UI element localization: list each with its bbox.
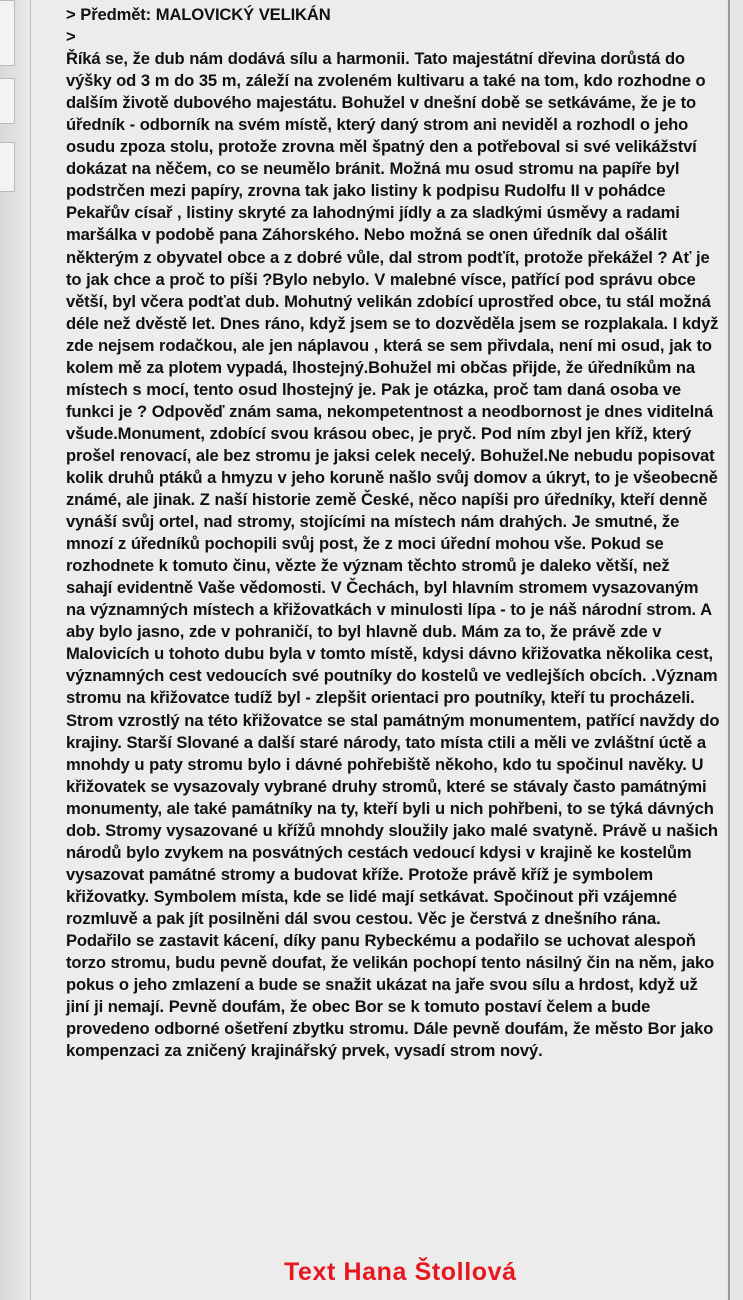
- email-body: Říká se, že dub nám dodává sílu a harmonii. Tato majestátní dřevina dorůstá do výšky od 3 m do 35 m, záleží na zvoleném kultivaru a také na tom, kdo rozhodne o dalším životě dubového majestátu. Bohužel v dnešní době se setkáváme, že je to úředník - odborník na svém místě, který daný strom ani neviděl a rozhodl o jeho osudu zpoza stolu, protože zrovna měl špatný den a potřeboval si své velikážství dokázat na něčem, co se neumělo bránit. Možná mu osud stromu na papíře byl podstrčen mezi papíry, zrovna tak jako listiny k podpisu Rudolfu II v pohádce Pekařův císař , listiny skryté za lahodnými jídly a za sladkými úsměvy a radami maršálka v podobě pana Záhorského. Nebo možná se onen úředník dal ošálit některým z obyvatel obce a z dobré vůle, dal strom podťít, protože překážel ? Ať je to jak chce a proč to píši ?Bylo nebylo. V malebné vísce, patřící pod správu obce větší, byl včera podťat dub. Mohutný velikán zdobící uprostřed obce, tu stál možná déle než dvěstě let. Dnes ráno, když jsem se to dozvěděla jsem se rozplakala. I když zde nejsem rodačkou, ale jen náplavou , která se sem přivdala, není mi osud, jak to kolem mě za plotem vypadá, lhostejný.Bohužel mi občas přijde, že úředníkům na místech s mocí, tento osud lhostejný je. Pak je otázka, proč tam daná osoba ve funkci je ? Odpověď znám sama, nekompetentnost a neodbornost je dnes viditelná všude.Monument, zdobící svou krásou obec, je pryč. Pod ním zbyl jen kříž, který prošel renovací, ale bez stromu je jaksi celek necelý. Bohužel.Ne nebudu popisovat kolik druhů ptáků a hmyzu v jeho koruně našlo svůj domov a úkryt, to je všeobecně známé, ale jinak. Z naší historie země České, něco napíši pro úředníky, kteří denně vynáší svůj ortel, nad stromy, stojícími na místech nám drahých. Je smutné, že mnozí z úředníků pochopili svůj post, že z moci úřední mohou vše. Pokud se rozhodnete k tomuto činu, vězte že význam těchto stromů je daleko větší, než sahají evidentně Vaše vědomosti. V Čechách, byl hlavním stromem vysazovaným na významných místech a křižovatkách v minulosti lípa - to je náš národní strom. A aby bylo jasno, zde v pohraničí, to byl hlavně dub. Mám za to, že právě zde v Malovicích u tohoto dubu byla v tomto místě, kdysi dávno křižovatka několika cest, významných cest vedoucích své poutníky do kostelů ve vedlejších obcích. .Význam stromu na křižovatce tudíž byl - zlepšit orientaci pro poutníky, kteří tu procházeli. Strom vzrostlý na této křižovatce se stal památným monumentem, patřící navždy do krajiny. Starší Slované a další staré národy, tato místa ctili a měli ve zvláštní úctě a mnohdy u paty stromu bylo i dávné pohřebiště někoho, kdo tu spočinul navěky. U křižovatek se vysazovaly vybrané druhy stromů, které se stávaly často památnými monumenty, ale také památníky na ty, kteří byli u nich pohřbeni, to se týká dávných dob. Stromy vysazované u křížů mnohdy sloužily jako malé svatyně. Právě u našich národů bylo zvykem na posvátných cestách vedoucí kdysi v krajině ke kostelům vysazovat památné stromy a budovat kříže. Protože právě kříž je symbolem křižovatky. Symbolem místa, kde se lidé mají setkávat. Spočinout při vzájemné rozmluvě a pak jít posilněni dál svou cestou. Věc je čerstvá z dnešního rána. Podařilo se zastavit kácení, díky panu Rybeckému a podařilo se uchovat alespoň torzo stromu, budu pevně doufat, že velikán pochopí tento násilný čin na něm, jako pokus o jeho zmlazení a bude se snažit ukázat na jaře svou sílu a hrdost, když už jiní ji nemají. Pevně doufám, že obec Bor se k tomuto postaví čelem a bude provedeno odborné ošetření zbytku stromu. Dále pevně doufám, že město Bor jako kompenzaci za zničený krajinářský prvek, vysadí strom nový.: [66, 49, 720, 1061]
- email-subject-line: > Předmět: MALOVICKÝ VELIKÁN: [66, 5, 331, 24]
- side-tab[interactable]: [0, 142, 15, 192]
- email-message: [66, 4, 720, 1062]
- quote-marker: >: [66, 27, 76, 47]
- author-credit: Text Hana Štollová: [284, 1258, 517, 1286]
- side-tab[interactable]: [0, 78, 15, 124]
- page-edge-line: [728, 0, 730, 1300]
- left-margin-strip: [0, 0, 31, 1300]
- side-tab[interactable]: [0, 0, 15, 66]
